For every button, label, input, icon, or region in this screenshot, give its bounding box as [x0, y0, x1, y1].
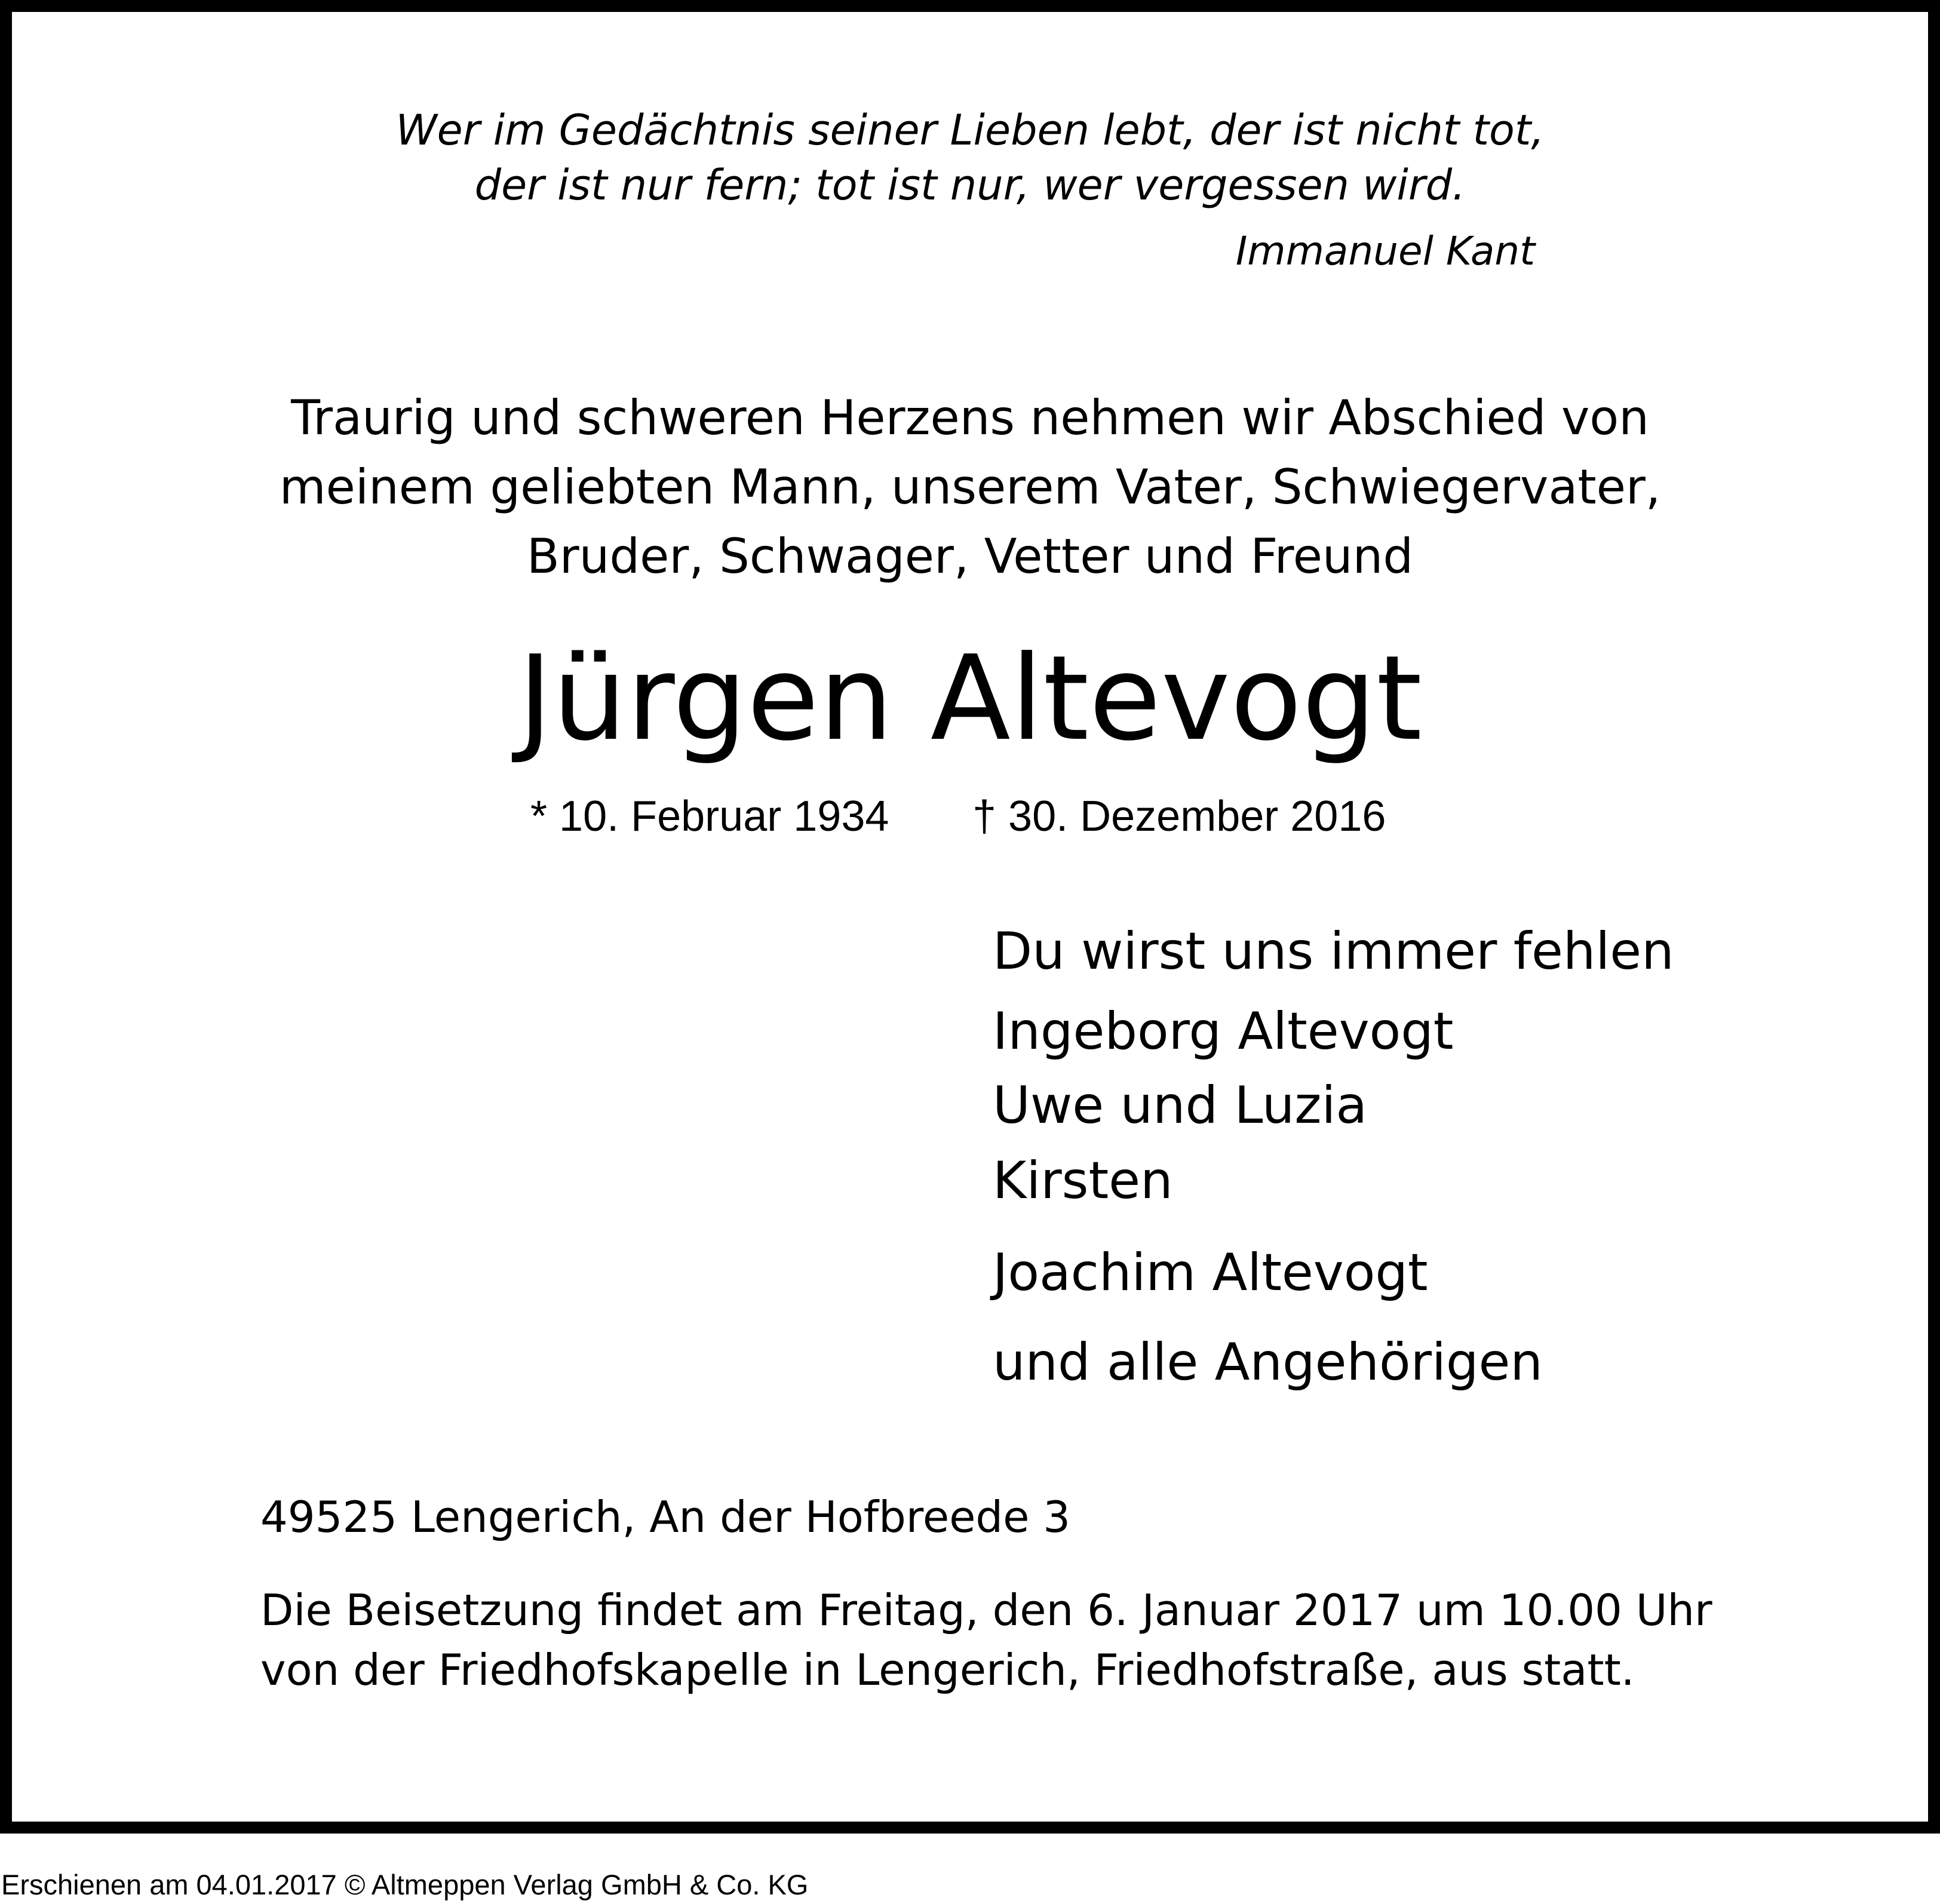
address: 49525 Lengerich, An der Hofbreede 3	[260, 1492, 1071, 1542]
quote-author: Immanuel Kant	[1235, 228, 1535, 274]
publication-credit: Erschienen am 04.01.2017 © Altmeppen Verlag GmbH & Co. KG	[1, 1869, 809, 1900]
mourner-name-1: Ingeborg Altevogt	[993, 1002, 1454, 1061]
intro-line-1: Traurig und schweren Herzens nehmen wir Abschied von	[291, 390, 1649, 446]
deceased-name: Jürgen Altevogt	[518, 631, 1422, 767]
quote-line-2: der ist nur fern; tot ist nur, wer vergessen wird.	[474, 161, 1466, 210]
intro-line-2: meinem geliebten Mann, unserem Vater, Schwiegervater,	[279, 459, 1661, 515]
farewell-line: Du wirst uns immer fehlen	[993, 922, 1674, 981]
mourner-name-2: Uwe und Luzia	[993, 1076, 1368, 1135]
death-date: † 30. Dezember 2016	[972, 793, 1386, 840]
intro-line-3: Bruder, Schwager, Vetter und Freund	[526, 529, 1414, 584]
mourners-others: und alle Angehörigen	[993, 1332, 1543, 1392]
birth-date: * 10. Februar 1934	[530, 793, 889, 840]
mourner-name-3: Kirsten	[993, 1151, 1173, 1211]
funeral-line-1: Die Beisetzung findet am Freitag, den 6. Januar 2017 um 10.00 Uhr	[260, 1585, 1712, 1635]
quote-line-1: Wer im Gedächtnis seiner Lieben lebt, der ist nicht tot,	[395, 106, 1545, 155]
funeral-line-2: von der Friedhofskapelle in Lengerich, Friedhofstraße, aus statt.	[260, 1645, 1635, 1695]
mourner-name-4: Joachim Altevogt	[993, 1243, 1428, 1303]
